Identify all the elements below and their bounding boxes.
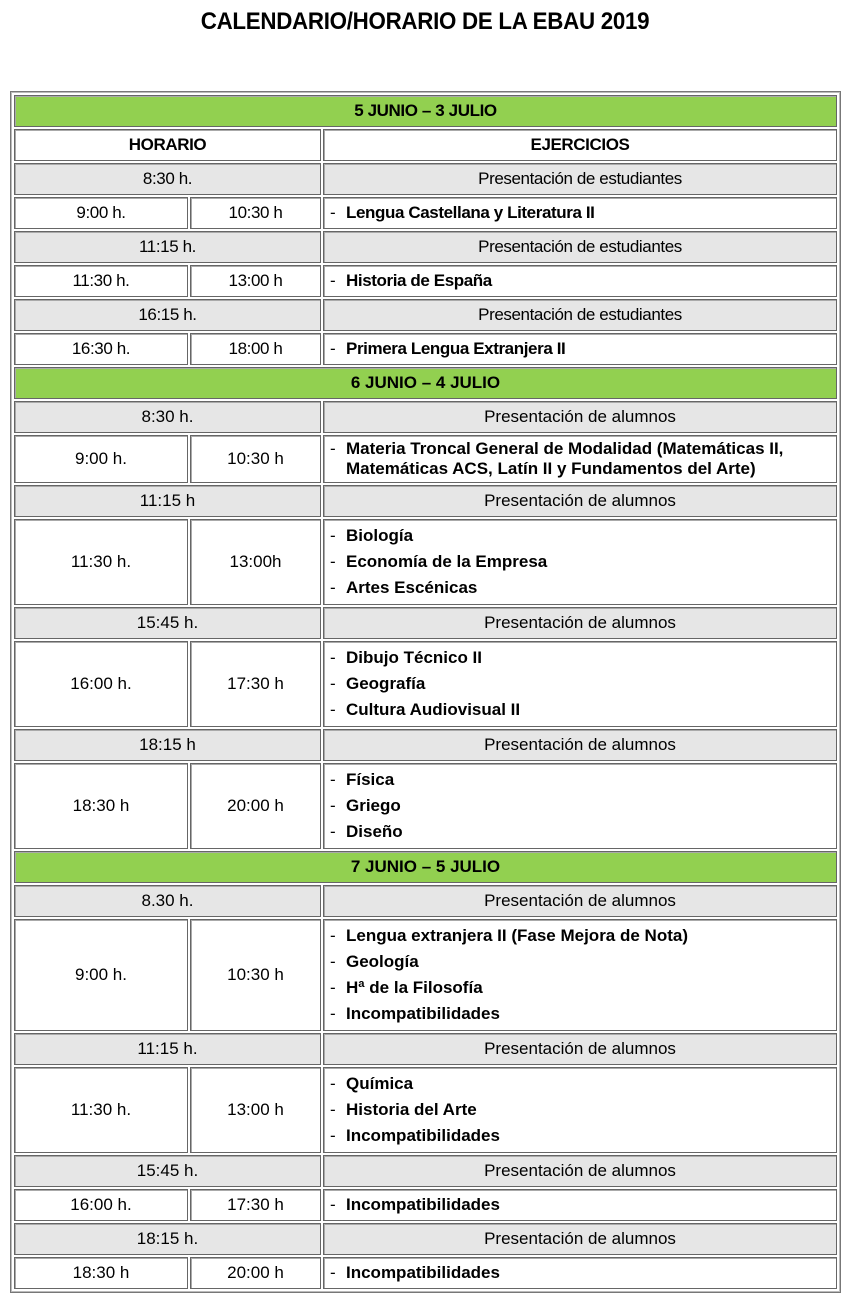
bullet-dash: - [330,1100,336,1119]
exercise-item [330,1001,836,1027]
presentation-time: 8.30 h. [14,885,321,917]
exercise-item [330,767,836,793]
presentation-time: 8:30 h. [14,163,321,195]
section-row [14,851,837,883]
presentation-label: Presentación de estudiantes [323,231,837,263]
start-time: 18:30 h [14,763,188,849]
start-time: 16:00 h. [14,641,188,727]
bullet-dash: - [330,978,336,997]
exercise-item [330,1123,836,1149]
exercise-item [330,336,836,362]
presentation-time: 18:15 h [14,729,321,761]
exercise-item [330,523,836,549]
exercise-name: Lengua Castellana y Literatura II [346,203,595,222]
presentation-row [14,1155,837,1187]
exercise-item [330,1192,836,1218]
exercise-list [323,435,837,483]
exercise-name: Geografía [346,674,426,693]
exercise-item [330,697,836,723]
exercise-item [330,793,836,819]
exercise-list [323,919,837,1031]
presentation-time: 11:15 h. [14,1033,321,1065]
bullet-dash: - [330,822,336,841]
presentation-row [14,1033,837,1065]
exercise-list [323,641,837,727]
exam-row [14,919,837,1031]
exercise-name: Dibujo Técnico II [346,648,483,667]
bullet-dash: - [330,526,336,545]
exercise-item [330,1097,836,1123]
end-time: 18:00 h [190,333,321,365]
exercise-item [330,671,836,697]
exercise-name: Hª de la Filosofía [346,978,483,997]
end-time: 20:00 h [190,763,321,849]
exercise-list [323,333,837,365]
ejercicios-header: EJERCICIOS [323,129,837,161]
start-time: 18:30 h [14,1257,188,1289]
exercise-item [330,1071,836,1097]
presentation-row [14,485,837,517]
exercise-name: Física [346,770,395,789]
exam-row [14,1189,837,1221]
presentation-label: Presentación de alumnos [323,485,837,517]
section-date-header: 6 JUNIO – 4 JULIO [14,367,837,399]
exercise-name: Artes Escénicas [346,578,478,597]
end-time: 13:00 h [190,265,321,297]
section-date-header: 5 JUNIO – 3 JULIO [14,95,837,127]
bullet-dash: - [330,552,336,571]
presentation-label: Presentación de alumnos [323,401,837,433]
presentation-time: 16:15 h. [14,299,321,331]
exercise-name: Incompatibilidades [346,1195,500,1214]
exercise-item [330,200,836,226]
exam-row [14,519,837,605]
presentation-label: Presentación de alumnos [323,607,837,639]
exercise-list [323,1067,837,1153]
exercise-item [330,575,836,601]
start-time: 11:30 h. [14,1067,188,1153]
exercise-list [323,763,837,849]
presentation-time: 11:15 h. [14,231,321,263]
end-time: 10:30 h [190,197,321,229]
bullet-dash: - [330,796,336,815]
presentation-time: 11:15 h [14,485,321,517]
start-time: 11:30 h. [14,265,188,297]
presentation-label: Presentación de alumnos [323,1155,837,1187]
section-row [14,95,837,127]
exercise-name: Lengua extranjera II (Fase Mejora de Nota) [346,926,688,945]
presentation-label: Presentación de alumnos [323,729,837,761]
exercise-name: Historia de España [346,271,492,290]
start-time: 9:00 h. [14,197,188,229]
bullet-dash: - [330,439,336,458]
exercise-list [323,197,837,229]
exercise-item [330,439,836,479]
exam-row [14,333,837,365]
exercise-item [330,549,836,575]
end-time: 20:00 h [190,1257,321,1289]
exercise-list [323,265,837,297]
bullet-dash: - [330,700,336,719]
presentation-time: 15:45 h. [14,607,321,639]
schedule-body [14,95,837,1289]
exercise-name: Griego [346,796,401,815]
exercise-item [330,1260,836,1286]
presentation-row [14,163,837,195]
section-date-header: 7 JUNIO – 5 JULIO [14,851,837,883]
bullet-dash: - [330,648,336,667]
schedule-table [10,91,841,1293]
section-row [14,367,837,399]
bullet-dash: - [330,339,336,358]
bullet-dash: - [330,770,336,789]
bullet-dash: - [330,271,336,290]
start-time: 9:00 h. [14,919,188,1031]
exercise-name: Cultura Audiovisual II [346,700,521,719]
start-time: 16:00 h. [14,1189,188,1221]
start-time: 11:30 h. [14,519,188,605]
bullet-dash: - [330,578,336,597]
presentation-time: 8:30 h. [14,401,321,433]
presentation-row [14,401,837,433]
exam-row [14,641,837,727]
exercise-item [330,923,836,949]
bullet-dash: - [330,1074,336,1093]
exam-row [14,1067,837,1153]
presentation-row [14,885,837,917]
exam-row [14,435,837,483]
exercise-item [330,645,836,671]
exercise-item [330,268,836,294]
exercise-name: Materia Troncal General de Modalidad (Matemáticas II, Matemáticas ACS, Latín II y Fundamentos del Arte) [346,439,784,478]
end-time: 10:30 h [190,919,321,1031]
bullet-dash: - [330,1126,336,1145]
presentation-row [14,299,837,331]
start-time: 16:30 h. [14,333,188,365]
bullet-dash: - [330,1195,336,1214]
presentation-label: Presentación de estudiantes [323,163,837,195]
horario-header: HORARIO [14,129,321,161]
end-time: 13:00 h [190,1067,321,1153]
exercise-list [323,519,837,605]
column-header-row [14,129,837,161]
exam-row [14,197,837,229]
bullet-dash: - [330,1004,336,1023]
presentation-label: Presentación de alumnos [323,1223,837,1255]
exercise-name: Historia del Arte [346,1100,477,1119]
exercise-name: Incompatibilidades [346,1126,500,1145]
presentation-row [14,1223,837,1255]
exercise-list [323,1257,837,1289]
exercise-item [330,949,836,975]
exercise-name: Biología [346,526,414,545]
bullet-dash: - [330,203,336,222]
end-time: 17:30 h [190,641,321,727]
bullet-dash: - [330,674,336,693]
exercise-name: Química [346,1074,414,1093]
exam-row [14,265,837,297]
exercise-name: Diseño [346,822,403,841]
presentation-row [14,607,837,639]
presentation-row [14,231,837,263]
presentation-label: Presentación de estudiantes [323,299,837,331]
exam-row [14,1257,837,1289]
presentation-time: 15:45 h. [14,1155,321,1187]
exercise-item [330,975,836,1001]
exercise-item [330,819,836,845]
presentation-row [14,729,837,761]
presentation-time: 18:15 h. [14,1223,321,1255]
exercise-name: Incompatibilidades [346,1263,500,1282]
exercise-list [323,1189,837,1221]
exercise-name: Economía de la Empresa [346,552,548,571]
start-time: 9:00 h. [14,435,188,483]
exam-row [14,763,837,849]
presentation-label: Presentación de alumnos [323,885,837,917]
bullet-dash: - [330,1263,336,1282]
bullet-dash: - [330,926,336,945]
end-time: 13:00h [190,519,321,605]
exercise-name: Primera Lengua Extranjera II [346,339,566,358]
end-time: 10:30 h [190,435,321,483]
end-time: 17:30 h [190,1189,321,1221]
exercise-name: Incompatibilidades [346,1004,500,1023]
bullet-dash: - [330,952,336,971]
page-title: CALENDARIO/HORARIO DE LA EBAU 2019 [200,8,650,35]
presentation-label: Presentación de alumnos [323,1033,837,1065]
exercise-name: Geología [346,952,419,971]
